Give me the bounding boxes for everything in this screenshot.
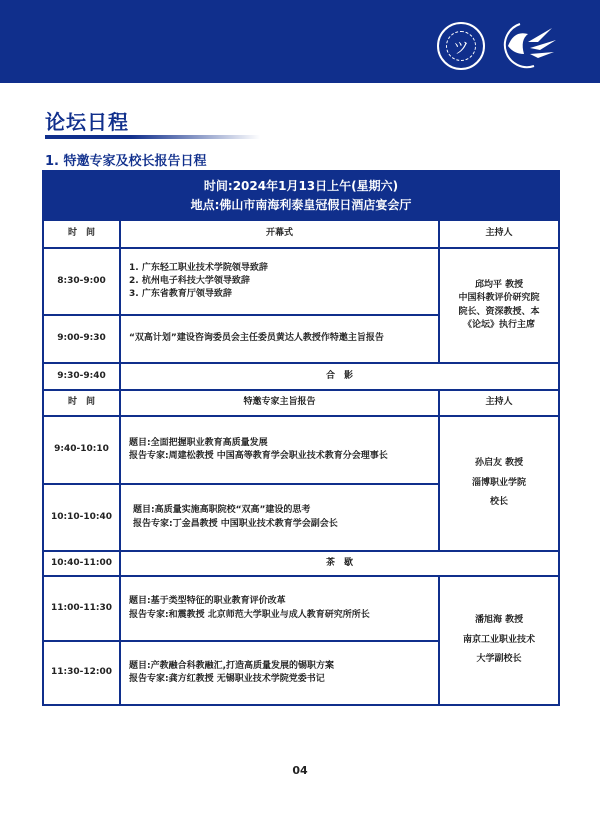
header-band xyxy=(0,0,600,83)
host-cell xyxy=(439,248,559,363)
agenda-cell xyxy=(120,576,439,641)
col-header-host: 主持人 xyxy=(439,220,559,248)
time-cell: 11:30-12:00 xyxy=(43,641,120,705)
schedule-table xyxy=(42,170,560,706)
col-header-time: 时 间 xyxy=(43,220,120,248)
col-header-host: 主持人 xyxy=(439,390,559,416)
school-seal-logo: ツ xyxy=(437,22,485,70)
text-line: 报告专家:和震教授 北京师范大学职业与成人教育研究所所长 xyxy=(129,609,370,620)
agenda-cell: 合 影 xyxy=(120,363,559,390)
text-line: 2. 杭州电子科技大学领导致辞 xyxy=(129,275,250,286)
text-line: 《论坛》执行主席 xyxy=(463,319,536,330)
text-line: 3. 广东省教育厅领导致辞 xyxy=(129,289,232,300)
page-number: 04 xyxy=(292,764,308,777)
host-cell xyxy=(439,416,559,551)
text-line: “双高计划”建设咨询委员会主任委员黄达人教授作特邀主旨报告 xyxy=(129,333,384,344)
text-line: 大学副校长 xyxy=(476,654,522,665)
time-cell: 9:00-9:30 xyxy=(43,315,120,363)
text-line: 题目:全面把握职业教育高质量发展 xyxy=(129,437,268,448)
session-info xyxy=(43,171,559,220)
agenda-cell xyxy=(120,484,439,551)
text-line: 南京工业职业技术 xyxy=(463,634,536,645)
time-cell: 10:10-10:40 xyxy=(43,484,120,551)
agenda-cell xyxy=(120,641,439,705)
text-line: 淄博职业学院 xyxy=(472,477,527,488)
text-line: 报告专家:周建松教授 中国高等教育学会职业技术教育分会理事长 xyxy=(129,451,388,461)
text-line: 邱均平 教授 xyxy=(474,280,524,291)
text-line: 院长、资深教授、本 xyxy=(458,306,540,317)
time-cell: 10:40-11:00 xyxy=(43,551,120,576)
agenda-cell xyxy=(120,416,439,484)
session-place: 地点:佛山市南海利泰皇冠假日酒店宴会厅 xyxy=(190,197,412,212)
section-subtitle: 1. 特邀专家及校长报告日程 xyxy=(45,154,207,169)
col-header-keynote: 特邀专家主旨报告 xyxy=(120,390,439,416)
text-line: 题目:产教融合科教融汇,打造高质量发展的锡职方案 xyxy=(129,660,335,671)
col-header-time: 时 间 xyxy=(43,390,120,416)
text-line: 报告专家:丁金昌教授 中国职业技术教育学会副会长 xyxy=(133,518,338,529)
agenda-cell xyxy=(120,315,439,363)
dove-logo xyxy=(494,20,558,72)
agenda-cell xyxy=(120,248,439,315)
text-line: 题目:基于类型特征的职业教育评价改革 xyxy=(129,596,286,607)
text-line: 中国科教评价研究院 xyxy=(458,293,540,304)
session-time: 时间:2024年1月13日上午(星期六) xyxy=(203,178,399,193)
text-line: 报告专家:龚方红教授 无锡职业技术学院党委书记 xyxy=(129,674,325,684)
text-line: 校长 xyxy=(490,497,509,508)
text-line: 1. 广东轻工职业技术学院领导致辞 xyxy=(129,262,268,273)
time-cell: 9:30-9:40 xyxy=(43,363,120,390)
text-line: 孙启友 教授 xyxy=(474,457,524,468)
time-cell: 11:00-11:30 xyxy=(43,576,120,641)
time-cell: 9:40-10:10 xyxy=(43,416,120,484)
text-line: 题目:高质量实施高职院校“双高”建设的思考 xyxy=(133,505,311,516)
text-line: 潘旭海 教授 xyxy=(474,614,524,625)
host-cell xyxy=(439,576,559,705)
time-cell: 8:30-9:00 xyxy=(43,248,120,315)
page-title: 论坛日程 xyxy=(45,110,129,134)
agenda-cell: 茶 歇 xyxy=(120,551,559,576)
title-underline xyxy=(45,135,260,139)
col-header-opening: 开幕式 xyxy=(120,220,439,248)
